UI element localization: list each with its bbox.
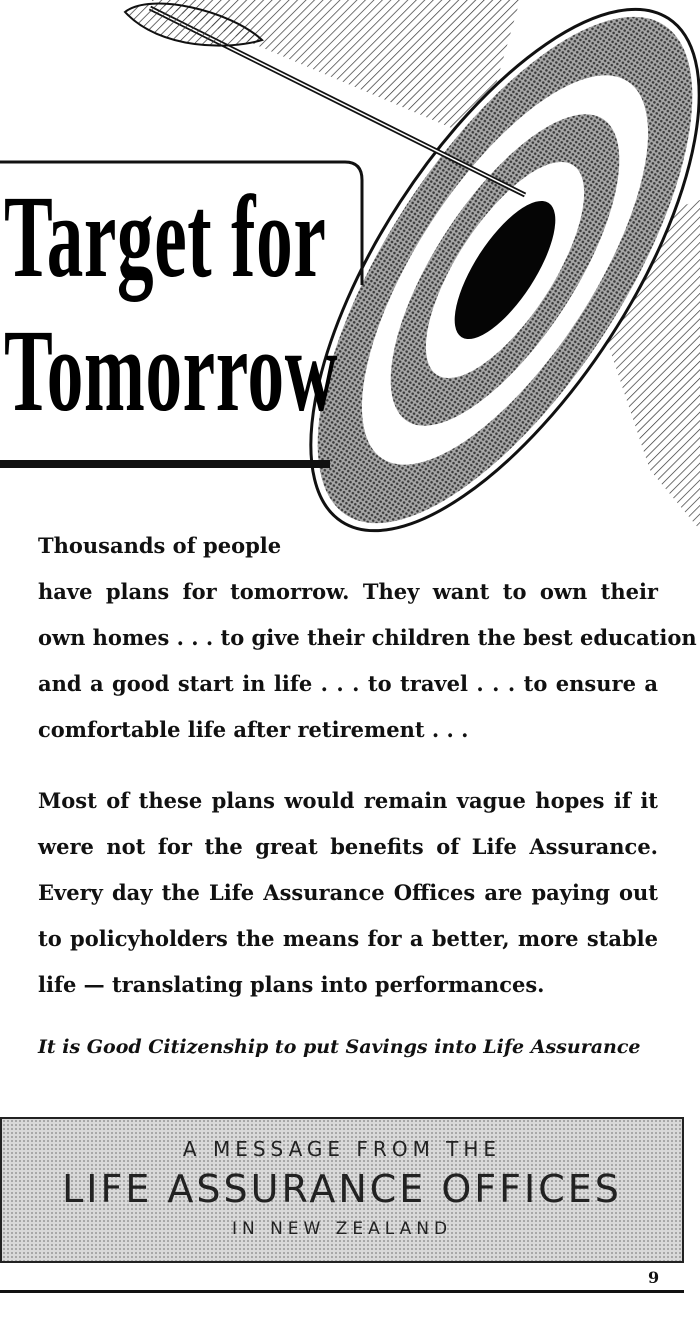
- bottom-rule: [0, 1290, 684, 1293]
- headline-underline: [0, 460, 330, 468]
- sponsor-intro: A MESSAGE FROM THE: [182, 1137, 502, 1161]
- headline-line-1: Target for: [4, 171, 327, 302]
- body-line: comfortable life after retirement . . .: [38, 717, 469, 742]
- body-line: Every day the Life Assurance Offices are paying out: [38, 880, 658, 905]
- headline-line-2: Tomorrow: [4, 305, 339, 436]
- sponsor-name: LIFE ASSURANCE OFFICES: [62, 1167, 622, 1211]
- sponsor-location: IN NEW ZEALAND: [231, 1219, 453, 1239]
- body-paragraph-1: [38, 523, 697, 753]
- body-line: life — translating plans into performances.: [38, 972, 545, 997]
- body-line: and a good start in life . . . to travel . . . to ensure a: [38, 671, 658, 696]
- body-line: Thousands of people: [38, 533, 282, 558]
- body-paragraph-2: [38, 778, 658, 1008]
- body-line: own homes . . . to give their children the best education: [38, 625, 697, 650]
- body-line: Most of these plans would remain vague hopes if it: [38, 788, 658, 813]
- footer-mark: 9: [648, 1268, 660, 1287]
- tagline: It is Good Citizenship to put Savings into Life Assurance: [38, 1036, 641, 1058]
- body-line: have plans for tomorrow. They want to own their: [38, 579, 658, 604]
- sponsor-box: [0, 1117, 684, 1263]
- body-line: to policyholders the means for a better, more stable: [38, 926, 658, 951]
- body-line: were not for the great benefits of Life Assurance.: [38, 834, 658, 859]
